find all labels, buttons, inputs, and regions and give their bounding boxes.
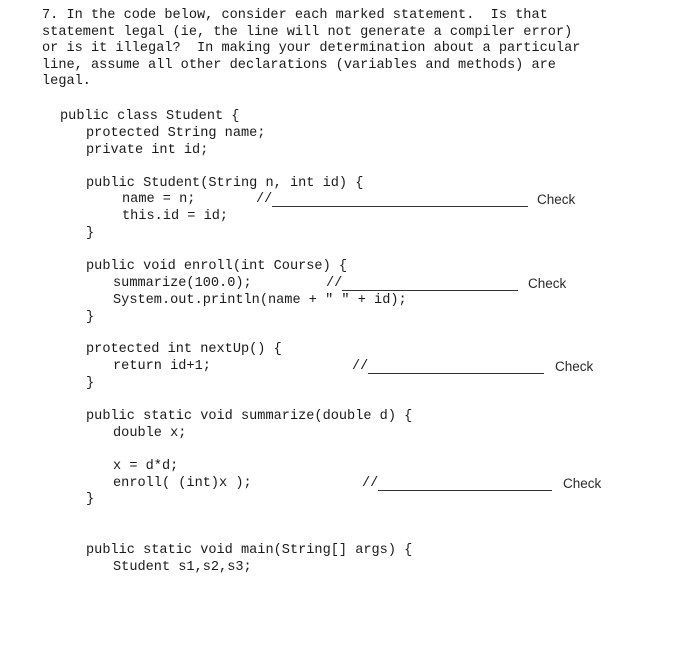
code-ctor-line-2: this.id = id; (122, 209, 229, 224)
question-text (42, 8, 642, 91)
code-nextup-line-1: return id+1; (113, 359, 211, 374)
question-line-1: 7. In the code below, consider each marked statement. Is that (42, 8, 548, 23)
comment-marker: // (362, 476, 379, 491)
code-field-id: private int id; (86, 143, 209, 158)
answer-blank-enroll[interactable] (342, 290, 518, 291)
code-enroll-line-2: System.out.println(name + " " + id); (113, 293, 407, 308)
code-ctor-decl: public Student(String n, int id) { (86, 176, 364, 191)
code-main-line-1: Student s1,s2,s3; (113, 560, 252, 575)
check-button-ctor[interactable]: Check (537, 192, 576, 207)
check-button-summarize[interactable]: Check (563, 476, 602, 491)
code-summarize-line-3: enroll( (int)x ); (113, 476, 252, 491)
answer-blank-nextup[interactable] (368, 373, 544, 374)
question-line-4: line, assume all other declarations (variables and methods) are (42, 57, 556, 73)
question-line-2: statement legal (ie, the line will not generate a compiler error) (42, 24, 573, 40)
answer-blank-ctor[interactable] (272, 206, 528, 207)
code-ctor-close: } (86, 226, 95, 241)
code-summarize-decl: public static void summarize(double d) { (86, 409, 413, 424)
code-main-decl: public static void main(String[] args) { (86, 543, 413, 558)
check-button-nextup[interactable]: Check (555, 359, 594, 374)
code-summarize-close: } (86, 492, 95, 507)
comment-marker: // (352, 359, 369, 374)
code-enroll-decl: public void enroll(int Course) { (86, 259, 348, 274)
code-field-name: protected String name; (86, 126, 266, 141)
code-summarize-line-2: x = d*d; (113, 459, 179, 474)
code-nextup-decl: protected int nextUp() { (86, 342, 282, 357)
code-class-decl: public class Student { (60, 109, 240, 124)
code-summarize-line-1: double x; (113, 426, 187, 441)
check-button-enroll[interactable]: Check (528, 276, 567, 291)
code-nextup-close: } (86, 376, 95, 391)
comment-marker: // (326, 276, 343, 291)
question-line-5: legal. (42, 74, 91, 90)
comment-marker: // (256, 192, 273, 207)
answer-blank-summarize[interactable] (378, 490, 552, 491)
code-enroll-close: } (86, 310, 95, 325)
question-line-3: or is it illegal? In making your determination about a particular (42, 41, 581, 57)
code-ctor-line-1: name = n; (122, 192, 196, 207)
code-enroll-line-1: summarize(100.0); (113, 276, 252, 291)
